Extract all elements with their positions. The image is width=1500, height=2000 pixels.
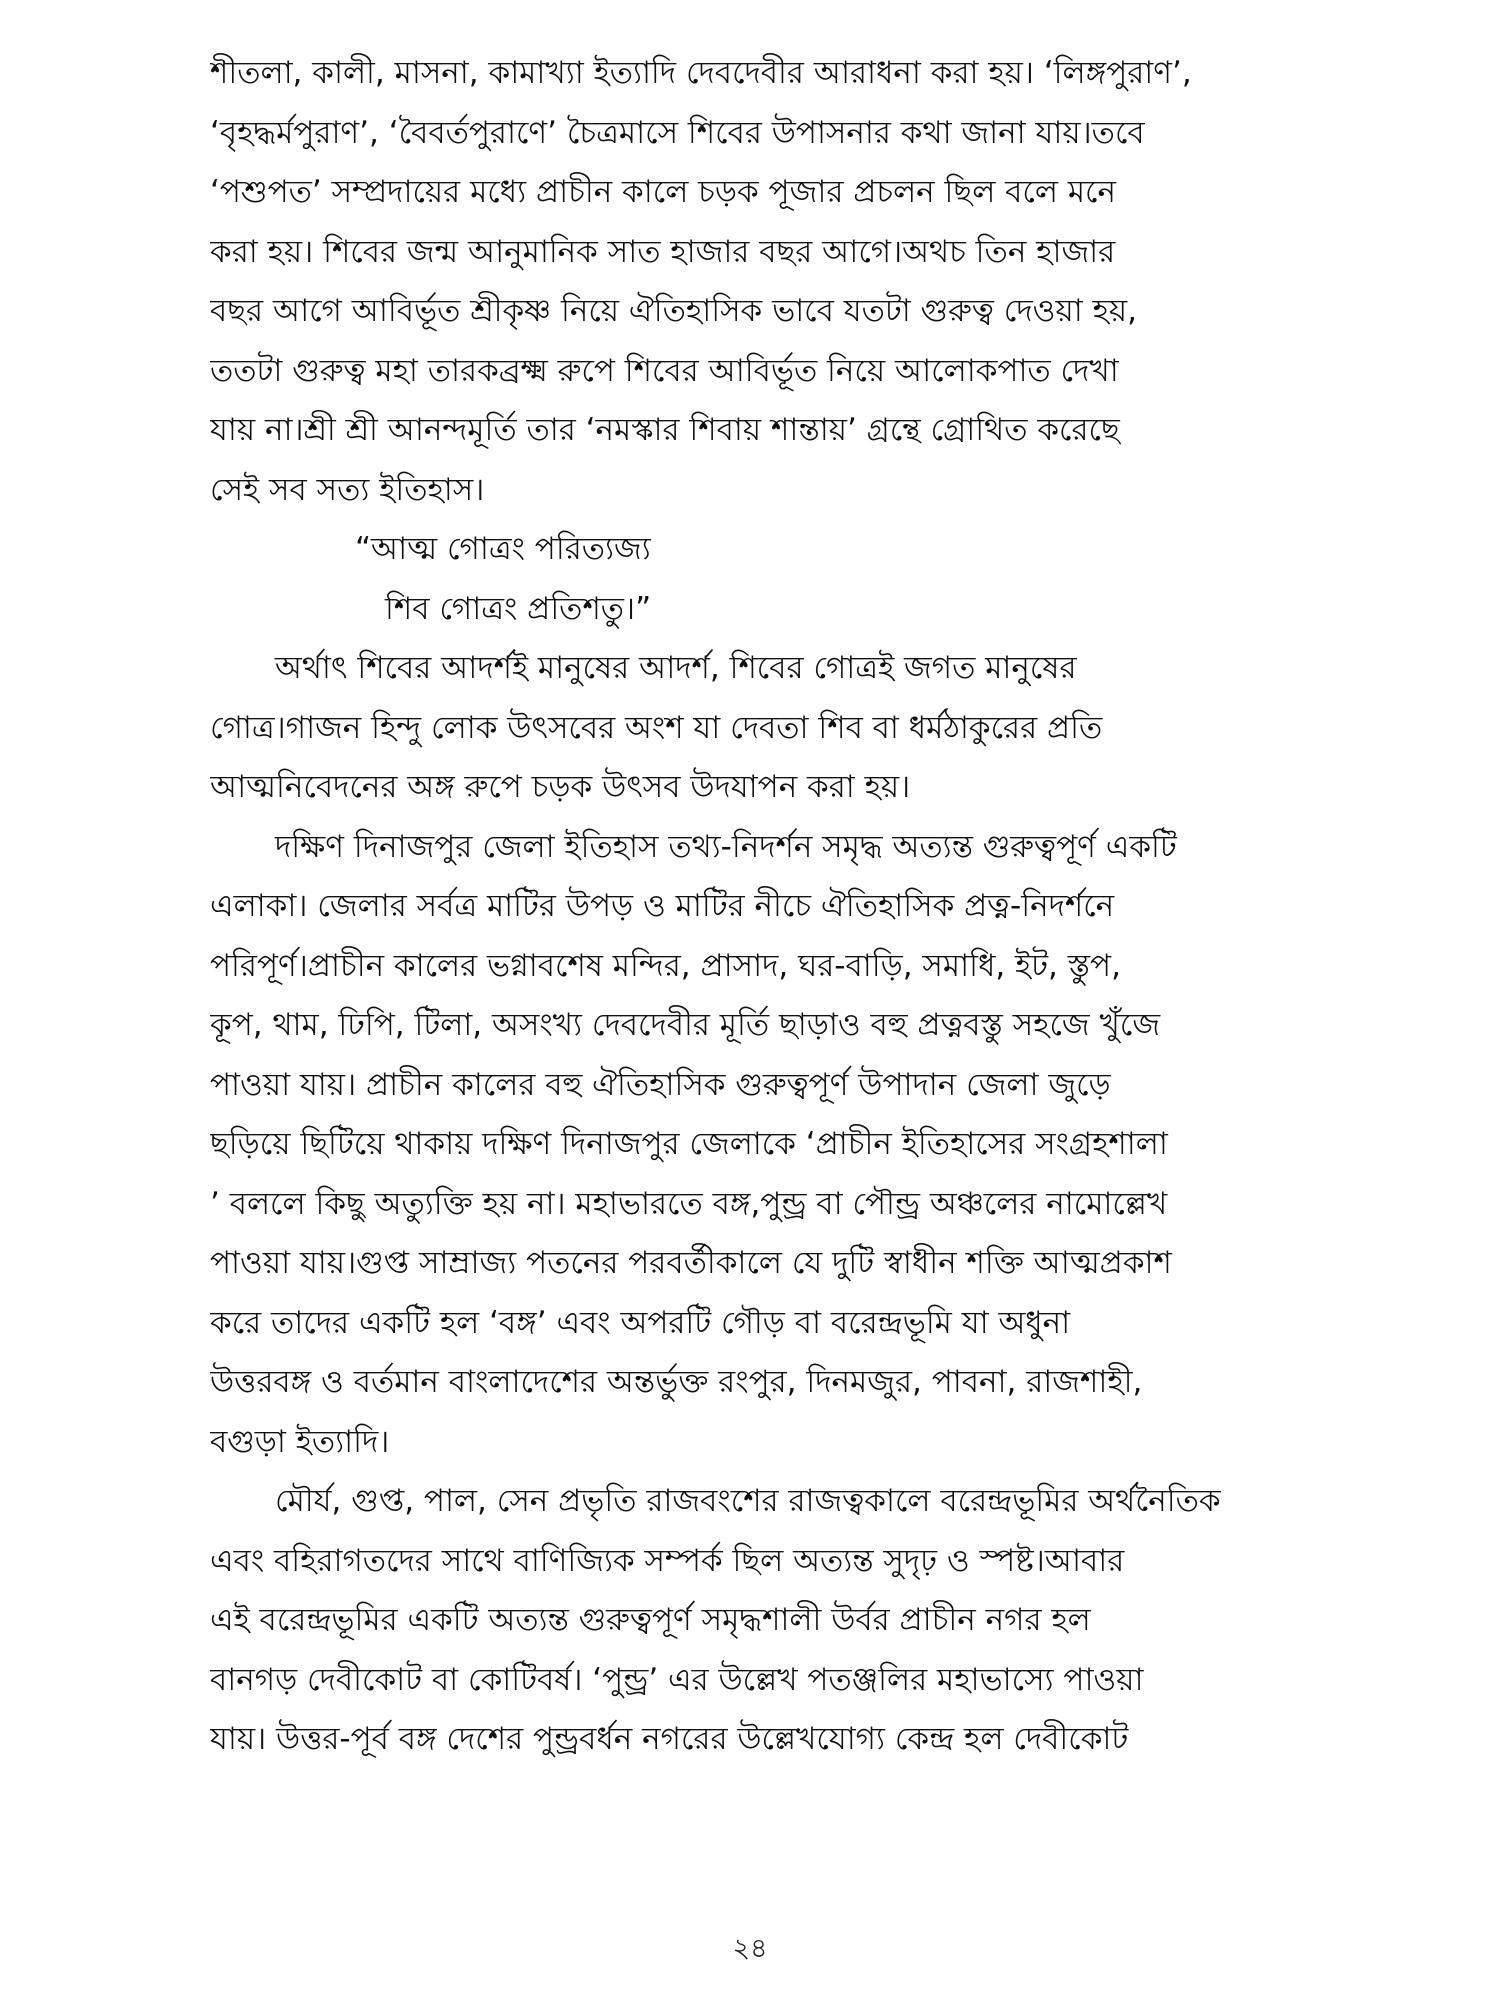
text-line: পাওয়া যায়। প্রাচীন কালের বহু ঐতিহাসিক গুরুত্বপূর্ণ উপাদান জেলা জুড়ে [210, 1066, 1111, 1103]
text-line: মৌর্য, গুপ্ত, পাল, সেন প্রভৃতি রাজবংশের রাজত্বকালে বরেন্দ্রভূমির অর্থনৈতিক [275, 1483, 1221, 1519]
text-line: ছড়িয়ে ছিটিয়ে থাকায় দক্ষিণ দিনাজপুর জেলাকে ‘প্রাচীন ইতিহাসের সংগ্রহশালা [210, 1126, 1168, 1162]
text-line: এবং বহিরাগতদের সাথে বাণিজ্যিক সম্পর্ক ছিল অত্যন্ত সুদৃঢ় ও স্পষ্ট।আবার [210, 1542, 1125, 1579]
text-line: করা হয়। শিবের জন্ম আনুমানিক সাত হাজার বছর আগে।অথচ তিন হাজার [210, 233, 1116, 270]
text-line: এই বরেন্দ্রভূমির একটি অত্যন্ত গুরুত্বপূর্ণ সমৃদ্ধশালী উর্বর প্রাচীন নগর হল [210, 1602, 1091, 1638]
text-line: করে তাদের একটি হল ‘বঙ্গ’ এবং অপরটি গৌড় বা বরেন্দ্রভূমি যা অধুনা [210, 1304, 1071, 1341]
text-line: বানগড় দেবীকোট বা কোটিবর্ষ। ‘পুন্ড্র’ এর উল্লেখ পতঞ্জলির মহাভাস্যে পাওয়া [210, 1661, 1144, 1698]
text-line: পাওয়া যায়।গুপ্ত সাম্রাজ্য পতনের পরবর্তীকালে যে দুটি স্বাধীন শক্তি আত্মপ্রকাশ [210, 1245, 1172, 1281]
verse-line: “আত্ম গোত্রং পরিত্যজ্য [355, 531, 651, 567]
text-line: দক্ষিণ দিনাজপুর জেলা ইতিহাস তথ্য-নিদর্শন সমৃদ্ধ অত্যন্ত গুরুত্বপূর্ণ একটি [275, 828, 1177, 865]
text-line: যায়। উত্তর-পূর্ব বঙ্গ দেশের পুন্ড্রবর্ধন নগরের উল্লেখযোগ্য কেন্দ্র হল দেবীকোট [210, 1721, 1129, 1757]
text-line: বগুড়া ইত্যাদি। [210, 1423, 390, 1460]
text-line: আত্মনিবেদনের অঙ্গ রুপে চড়ক উৎসব উদযাপন করা হয়। [210, 769, 911, 805]
text-line: সেই সব সত্য ইতিহাস। [210, 471, 485, 508]
text-line: ‘বৃহদ্ধর্মপুরাণ’, ‘বৈবর্তপুরাণে’ চৈত্রমাসে শিবের উপাসনার কথা জানা যায়।তবে [210, 114, 1145, 151]
text-line: শীতলা, কালী, মাসনা, কামাখ্যা ইত্যাদি দেবদেবীর আরাধনা করা হয়। ‘লিঙ্গপুরাণ’, [210, 55, 1192, 91]
text-line: ’ বললে কিছু অত্যুক্তি হয় না। মহাভারতে বঙ্গ,পুন্ড্র বা পৌন্ড্র অঞ্চলের নামোল্লেখ [210, 1185, 1168, 1222]
text-line: উত্তরবঙ্গ ও বর্তমান বাংলাদেশের অন্তর্ভুক্ত রংপুর, দিনমজুর, পাবনা, রাজশাহী, [210, 1364, 1143, 1400]
text-line: এলাকা। জেলার সর্বত্র মাটির উপড় ও মাটির নীচে ঐতিহাসিক প্রত্ন-নিদর্শনে [210, 888, 1115, 924]
text-line: যায় না।শ্রী শ্রী আনন্দমূর্তি তার ‘নমস্কার শিবায় শান্তায়’ গ্রন্থে গ্রোথিত করেছে [210, 412, 1120, 448]
text-line: ততটা গুরুত্ব মহা তারকব্রক্ষ্ম রুপে শিবের আবির্ভূত নিয়ে আলোকপাত দেখা [210, 352, 1119, 389]
page-number: ২৪ [732, 1933, 768, 1964]
body-text [210, 44, 1360, 1770]
text-line: ‘পশুপত’ সম্প্রদায়ের মধ্যে প্রাচীন কালে চড়ক পূজার প্রচলন ছিল বলে মনে [210, 174, 1116, 210]
text-line: বছর আগে আবির্ভূত শ্রীকৃষ্ণ নিয়ে ঐতিহাসিক ভাবে যতটা গুরুত্ব দেওয়া হয়, [210, 293, 1137, 329]
text-line: কূপ, থাম, ঢিপি, টিলা, অসংখ্য দেবদেবীর মূর্তি ছাড়াও বহু প্রত্নবস্তু সহজে খুঁজে [210, 1007, 1161, 1043]
verse-line: শিব গোত্রং প্রতিশতু।” [385, 590, 652, 627]
text-line: গোত্র।গাজন হিন্দু লোক উৎসবের অংশ যা দেবতা শিব বা ধর্মঠাকুরের প্রতি [210, 709, 1103, 746]
text-line: অর্থাৎ শিবের আদর্শই মানুষের আদর্শ, শিবের গোত্রই জগত মানুষের [275, 650, 1077, 686]
text-line: পরিপূর্ণ।প্রাচীন কালের ভগ্নাবশেষ মন্দির, প্রাসাদ, ঘর-বাড়ি, সমাধি, ইট, স্তুপ, [210, 947, 1121, 984]
